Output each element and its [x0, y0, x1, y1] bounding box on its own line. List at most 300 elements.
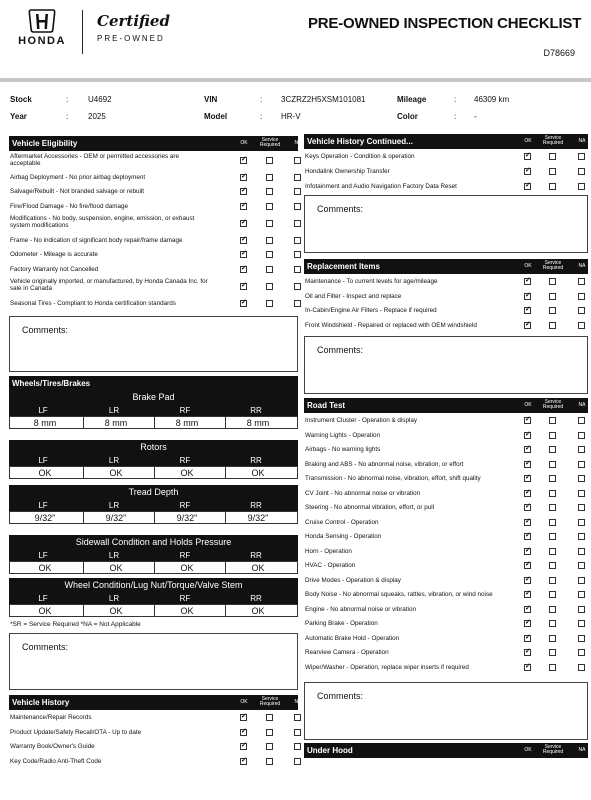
ok-checkbox[interactable]	[524, 183, 531, 190]
service-required-checkbox[interactable]	[549, 461, 556, 468]
checklist-item-label	[10, 278, 208, 292]
tyre-measurement: 8 mm	[246, 418, 270, 428]
ok-checkbox[interactable]	[524, 168, 531, 175]
checklist-row	[304, 486, 588, 500]
tyre-measurement: OK	[180, 563, 194, 573]
ok-checkbox[interactable]	[240, 266, 247, 273]
service-required-checkbox[interactable]	[266, 743, 273, 750]
na-checkbox[interactable]	[294, 188, 301, 195]
item-text: Front Windshield - Repaired or replaced with OEM windshield	[305, 322, 477, 329]
ok-checkbox[interactable]	[524, 293, 531, 300]
checklist-item-label	[305, 322, 477, 329]
checklist-item-label	[305, 153, 415, 160]
required-label: Required	[542, 404, 564, 410]
tyre-table-title: Wheel Condition/Lug Nut/Torque/Valve Stem	[9, 578, 298, 593]
tyre-value-row	[9, 511, 298, 524]
item-text: Aftermarket Accessories - OEM or permitted accessories are	[10, 153, 180, 160]
road-test-comments-box[interactable]	[304, 682, 588, 740]
item-text: HVAC - Operation	[305, 562, 356, 569]
service-required-checkbox[interactable]	[266, 300, 273, 307]
na-checkbox[interactable]	[578, 533, 585, 540]
item-text: Keys Operation - Condition & operation	[305, 153, 415, 160]
year-label: Year	[10, 112, 27, 121]
document-id: D78669	[543, 48, 575, 58]
cell-divider	[225, 512, 226, 524]
na-checkbox[interactable]	[294, 266, 301, 273]
vehicle-history-continued-section	[304, 134, 588, 194]
position-label: RR	[250, 501, 262, 510]
na-column-header: NA	[578, 138, 586, 144]
item-text: Automatic Brake Hold - Operation	[305, 635, 400, 642]
ok-checkbox[interactable]	[524, 490, 531, 497]
item-text: Key Code/Radio Anti-Theft Code	[10, 758, 102, 765]
na-checkbox[interactable]	[294, 729, 301, 736]
checklist-row	[9, 213, 298, 233]
checklist-item-label	[305, 278, 438, 285]
section-title: Vehicle History Continued...	[307, 137, 413, 146]
checklist-row	[304, 587, 588, 602]
na-checkbox[interactable]	[578, 490, 585, 497]
service-required-checkbox[interactable]	[549, 490, 556, 497]
na-checkbox[interactable]	[578, 562, 585, 569]
service-required-checkbox[interactable]	[266, 188, 273, 195]
na-checkbox[interactable]	[578, 504, 585, 511]
ok-checkbox[interactable]	[240, 174, 247, 181]
service-required-checkbox[interactable]	[549, 293, 556, 300]
na-column-header: NA	[294, 699, 302, 705]
checklist-row	[304, 529, 588, 544]
service-required-checkbox[interactable]	[266, 714, 273, 721]
service-required-checkbox[interactable]	[549, 475, 556, 482]
required-label: Required	[259, 701, 281, 707]
na-checkbox[interactable]	[294, 157, 301, 164]
ok-checkbox[interactable]	[524, 577, 531, 584]
ok-checkbox[interactable]	[524, 548, 531, 555]
service-required-checkbox[interactable]	[266, 220, 273, 227]
service-required-checkbox[interactable]	[549, 446, 556, 453]
ok-checkbox[interactable]	[524, 475, 531, 482]
checklist-item-label	[305, 577, 401, 584]
service-label: Service	[544, 744, 562, 750]
required-label: Required	[542, 265, 564, 271]
ok-checkbox[interactable]	[524, 606, 531, 613]
checklist-item-label	[305, 446, 380, 453]
tyre-table-title: Rotors	[9, 440, 298, 455]
checklist-row	[304, 274, 588, 289]
ok-checkbox[interactable]	[524, 533, 531, 540]
item-text: Seasonal Tires - Compliant to Honda certification standards	[10, 300, 176, 307]
tyre-table-title: Brake Pad	[9, 390, 298, 405]
checklist-item-label	[305, 432, 380, 439]
na-checkbox[interactable]	[294, 743, 301, 750]
checklist-row	[304, 660, 588, 674]
tyre-measurement: OK	[38, 468, 52, 478]
service-label: Service	[261, 696, 279, 702]
checklist-item-label	[305, 504, 434, 511]
na-checkbox[interactable]	[294, 174, 301, 181]
ok-column-header: OK	[240, 699, 248, 705]
year-value: 2025	[88, 112, 106, 121]
ok-checkbox[interactable]	[524, 461, 531, 468]
service-label: Service	[544, 260, 562, 266]
item-text: Modifications - No body, suspension, engine, emission, or exhaust	[10, 215, 195, 222]
cell-divider	[154, 512, 155, 524]
service-required-checkbox[interactable]	[549, 168, 556, 175]
item-text: Maintenance/Repair Records	[10, 714, 92, 721]
checklist-row	[304, 471, 588, 486]
position-label: LF	[38, 406, 48, 415]
na-checkbox[interactable]	[578, 649, 585, 656]
checklist-row	[304, 428, 588, 442]
tyre-measurement: OK	[251, 468, 265, 478]
na-checkbox[interactable]	[578, 606, 585, 613]
ok-checkbox[interactable]	[524, 519, 531, 526]
service-required-checkbox[interactable]	[549, 577, 556, 584]
na-checkbox[interactable]	[294, 283, 301, 290]
na-checkbox[interactable]	[294, 237, 301, 244]
na-checkbox[interactable]	[578, 461, 585, 468]
item-text: Oil and Filter - Inspect and replace	[305, 293, 402, 300]
item-text: CV Joint - No abnormal noise or vibration	[305, 490, 421, 497]
service-required-checkbox[interactable]	[549, 432, 556, 439]
ok-checkbox[interactable]	[240, 203, 247, 210]
ok-checkbox[interactable]	[240, 758, 247, 765]
item-text: Hondalink Ownership Transfer	[305, 168, 390, 175]
checklist-item-label	[305, 533, 381, 540]
item-text: Rearview Camera - Operation	[305, 649, 389, 656]
honda-wordmark: HONDA	[18, 35, 66, 47]
tyre-position-header	[9, 550, 298, 561]
cell-divider	[83, 512, 84, 524]
na-checkbox[interactable]	[294, 220, 301, 227]
mileage-sep: :	[454, 95, 457, 104]
page-header	[0, 0, 591, 80]
vin-value: 3CZRZ2H5XSM101081	[281, 95, 366, 104]
service-required-checkbox[interactable]	[266, 758, 273, 765]
vehicle-eligibility-section	[9, 136, 302, 310]
cell-divider	[154, 467, 155, 479]
section-title: Under Hood	[307, 746, 353, 755]
service-required-checkbox[interactable]	[549, 183, 556, 190]
item-text: Braking and ABS - No abnormal noise, vibration, or effort	[305, 461, 464, 468]
cell-divider	[225, 562, 226, 574]
service-required-checkbox[interactable]	[549, 504, 556, 511]
position-label: LF	[38, 551, 48, 560]
item-text: Airbags - No warning lights	[305, 446, 381, 453]
position-label: RF	[179, 501, 191, 510]
comments-label: Comments:	[317, 345, 364, 355]
section-title: Vehicle History	[12, 698, 70, 707]
item-text: Fire/Flood Damage - No fire/flood damage	[10, 203, 128, 210]
na-checkbox[interactable]	[578, 620, 585, 627]
service-required-checkbox[interactable]	[549, 519, 556, 526]
checklist-item-label	[10, 174, 145, 181]
tyre-measurement: OK	[180, 468, 194, 478]
tyre-measurement: OK	[109, 468, 123, 478]
tyre-value-row	[9, 561, 298, 574]
item-text: Airbag Deployment - No prior airbag deployment	[10, 174, 146, 181]
ok-checkbox[interactable]	[240, 237, 247, 244]
ok-checkbox[interactable]	[240, 283, 247, 290]
service-required-checkbox[interactable]	[549, 533, 556, 540]
na-checkbox[interactable]	[578, 577, 585, 584]
item-text: Frame - No indication of significant body repair/frame damage	[10, 237, 183, 244]
service-label: Service	[544, 135, 562, 141]
section-title: Road Test	[307, 401, 346, 410]
position-label: RR	[250, 594, 262, 603]
na-checkbox[interactable]	[578, 293, 585, 300]
position-label: RF	[179, 456, 191, 465]
position-label: RR	[250, 456, 262, 465]
model-sep: :	[260, 112, 263, 121]
ok-checkbox[interactable]	[524, 446, 531, 453]
na-checkbox[interactable]	[294, 203, 301, 210]
position-label: LR	[108, 456, 120, 465]
service-required-column-header	[536, 261, 570, 271]
na-checkbox[interactable]	[578, 183, 585, 190]
item-text: Drive Modes - Operation & display	[305, 577, 401, 584]
service-required-checkbox[interactable]	[549, 649, 556, 656]
service-required-checkbox[interactable]	[549, 562, 556, 569]
ok-checkbox[interactable]	[240, 743, 247, 750]
history-comments-box[interactable]	[304, 195, 588, 253]
comments-label: Comments:	[22, 642, 69, 652]
checklist-item-label	[305, 417, 417, 424]
certified-text: Certified	[97, 12, 170, 30]
checklist-row	[304, 303, 588, 318]
checklist-item-label	[305, 548, 352, 555]
checklist-item-label	[305, 307, 437, 314]
service-required-checkbox[interactable]	[549, 606, 556, 613]
position-label: LR	[108, 551, 120, 560]
model-label: Model	[204, 112, 228, 121]
cell-divider	[83, 467, 84, 479]
cell-divider	[225, 605, 226, 617]
item-text-continued: acceptable	[10, 160, 41, 167]
ok-column-header: OK	[524, 138, 532, 144]
checklist-item-label	[305, 519, 379, 526]
checklist-row	[304, 318, 588, 333]
ok-checkbox[interactable]	[240, 729, 247, 736]
na-checkbox[interactable]	[294, 300, 301, 307]
service-required-checkbox[interactable]	[549, 417, 556, 424]
service-required-column-header	[253, 697, 287, 707]
na-checkbox[interactable]	[578, 307, 585, 314]
service-required-checkbox[interactable]	[549, 635, 556, 642]
tyre-measurement: 9/32"	[176, 513, 198, 523]
checklist-row	[304, 442, 588, 457]
ok-checkbox[interactable]	[240, 157, 247, 164]
position-label: LF	[38, 501, 48, 510]
na-checkbox[interactable]	[294, 251, 301, 258]
tyre-position-header	[9, 405, 298, 416]
na-checkbox[interactable]	[294, 714, 301, 721]
ok-checkbox[interactable]	[524, 307, 531, 314]
service-required-checkbox[interactable]	[266, 729, 273, 736]
stock-label: Stock	[10, 95, 32, 104]
ok-checkbox[interactable]	[524, 649, 531, 656]
item-text: Vehicle originally imported, or manufactured, by Honda Canada Inc. for	[10, 278, 208, 285]
checklist-item-label	[305, 620, 378, 627]
ok-column-header: OK	[524, 263, 532, 269]
service-required-checkbox[interactable]	[266, 157, 273, 164]
required-label: Required	[542, 140, 564, 146]
ok-checkbox[interactable]	[524, 635, 531, 642]
na-checkbox[interactable]	[294, 758, 301, 765]
tyre-measurement: 8 mm	[104, 418, 128, 428]
ok-checkbox[interactable]	[524, 504, 531, 511]
item-text: Engine - No abnormal noise or vibration	[305, 606, 416, 613]
na-checkbox[interactable]	[578, 635, 585, 642]
checklist-item-label	[10, 729, 141, 736]
service-required-checkbox[interactable]	[266, 203, 273, 210]
ok-checkbox[interactable]	[240, 188, 247, 195]
position-label: RF	[179, 406, 191, 415]
na-checkbox[interactable]	[578, 417, 585, 424]
na-column-header: NA	[578, 747, 586, 753]
checklist-row	[9, 262, 298, 276]
service-required-checkbox[interactable]	[549, 153, 556, 160]
item-text: Horn - Operation	[305, 548, 352, 555]
cell-divider	[83, 417, 84, 429]
checklist-item-label	[305, 183, 457, 190]
honda-h-icon	[28, 8, 56, 34]
wheels-comments-box[interactable]	[9, 633, 298, 690]
na-column-header: NA	[294, 140, 302, 146]
item-text: Odometer - Mileage is accurate	[10, 251, 98, 258]
replacement-comments-box[interactable]	[304, 336, 588, 394]
required-label: Required	[542, 749, 564, 755]
tyre-value-row	[9, 604, 298, 617]
section-title: Replacement Items	[307, 262, 380, 271]
tyre-measurement: OK	[109, 563, 123, 573]
section-header	[304, 134, 588, 149]
ok-checkbox[interactable]	[524, 432, 531, 439]
na-checkbox[interactable]	[578, 475, 585, 482]
tyre-position-header	[9, 500, 298, 511]
required-label: Required	[259, 142, 281, 148]
item-text-continued: system modifications	[10, 222, 69, 229]
service-required-checkbox[interactable]	[266, 251, 273, 258]
na-checkbox[interactable]	[578, 591, 585, 598]
service-required-checkbox[interactable]	[549, 322, 556, 329]
checklist-item-label	[305, 293, 401, 300]
service-required-checkbox[interactable]	[549, 620, 556, 627]
checklist-item-label	[10, 203, 128, 210]
service-label: Service	[261, 137, 279, 143]
ok-checkbox[interactable]	[240, 251, 247, 258]
model-value: HR-V	[281, 112, 301, 121]
cell-divider	[154, 417, 155, 429]
service-required-checkbox[interactable]	[266, 237, 273, 244]
checklist-item-label	[10, 758, 101, 765]
ok-checkbox[interactable]	[524, 664, 531, 671]
service-required-checkbox[interactable]	[549, 307, 556, 314]
cell-divider	[154, 605, 155, 617]
na-checkbox[interactable]	[578, 322, 585, 329]
na-checkbox[interactable]	[578, 278, 585, 285]
ok-checkbox[interactable]	[524, 322, 531, 329]
ok-checkbox[interactable]	[524, 153, 531, 160]
checklist-item-label	[10, 266, 98, 273]
checklist-item-label	[305, 591, 493, 598]
checklist-row	[304, 289, 588, 303]
position-label: LF	[38, 456, 48, 465]
service-required-checkbox[interactable]	[266, 266, 273, 273]
ok-checkbox[interactable]	[240, 220, 247, 227]
ok-column-header: OK	[240, 140, 248, 146]
year-sep: :	[66, 112, 69, 121]
vehicle-history-section	[9, 695, 302, 768]
color-label: Color	[397, 112, 418, 121]
item-text-continued: sale in Canada	[10, 285, 53, 292]
item-text: Honda Sensing - Operation	[305, 533, 382, 540]
section-header	[304, 743, 588, 758]
na-checkbox[interactable]	[578, 519, 585, 526]
na-checkbox[interactable]	[578, 446, 585, 453]
item-text: Parking Brake - Operation	[305, 620, 378, 627]
under-hood-section	[304, 743, 588, 758]
ok-checkbox[interactable]	[524, 591, 531, 598]
service-required-checkbox[interactable]	[549, 548, 556, 555]
checklist-row	[9, 725, 298, 739]
legend-note: *SR = Service Required *NA = Not Applicable	[10, 621, 141, 628]
honda-logo	[14, 8, 70, 47]
ok-checkbox[interactable]	[524, 417, 531, 424]
comments-label: Comments:	[317, 691, 364, 701]
tyre-position-header	[9, 593, 298, 604]
service-required-checkbox[interactable]	[266, 174, 273, 181]
tyre-measurement: OK	[251, 563, 265, 573]
eligibility-comments-box[interactable]	[9, 316, 298, 372]
section-title: Vehicle Eligibility	[12, 139, 78, 148]
checklist-item-label	[10, 300, 176, 307]
na-checkbox[interactable]	[578, 432, 585, 439]
ok-checkbox[interactable]	[524, 562, 531, 569]
section-header	[9, 136, 302, 151]
position-label: RR	[250, 551, 262, 560]
checklist-row	[304, 500, 588, 515]
ok-checkbox[interactable]	[524, 620, 531, 627]
na-checkbox[interactable]	[578, 153, 585, 160]
ok-checkbox[interactable]	[240, 714, 247, 721]
checklist-row	[9, 199, 298, 213]
ok-column-header: OK	[524, 402, 532, 408]
ok-checkbox[interactable]	[524, 278, 531, 285]
na-checkbox[interactable]	[578, 168, 585, 175]
comments-label: Comments:	[22, 325, 69, 335]
item-text: Wiper/Washer - Operation, replace wiper inserts if required	[305, 664, 469, 671]
checklist-row	[9, 754, 298, 768]
na-column-header: NA	[578, 263, 586, 269]
checklist-item-label	[305, 649, 389, 656]
tyre-measurement: 9/32"	[247, 513, 269, 523]
tyre-measurement: 9/32"	[105, 513, 127, 523]
ok-checkbox[interactable]	[240, 300, 247, 307]
service-required-checkbox[interactable]	[549, 664, 556, 671]
na-checkbox[interactable]	[578, 548, 585, 555]
position-label: LR	[108, 501, 120, 510]
service-required-column-header	[536, 136, 570, 146]
service-required-checkbox[interactable]	[549, 278, 556, 285]
na-checkbox[interactable]	[578, 664, 585, 671]
service-required-checkbox[interactable]	[266, 283, 273, 290]
checklist-row	[304, 645, 588, 660]
checklist-item-label	[10, 743, 95, 750]
vin-label: VIN	[204, 95, 218, 104]
service-required-checkbox[interactable]	[549, 591, 556, 598]
checklist-row	[9, 247, 298, 262]
